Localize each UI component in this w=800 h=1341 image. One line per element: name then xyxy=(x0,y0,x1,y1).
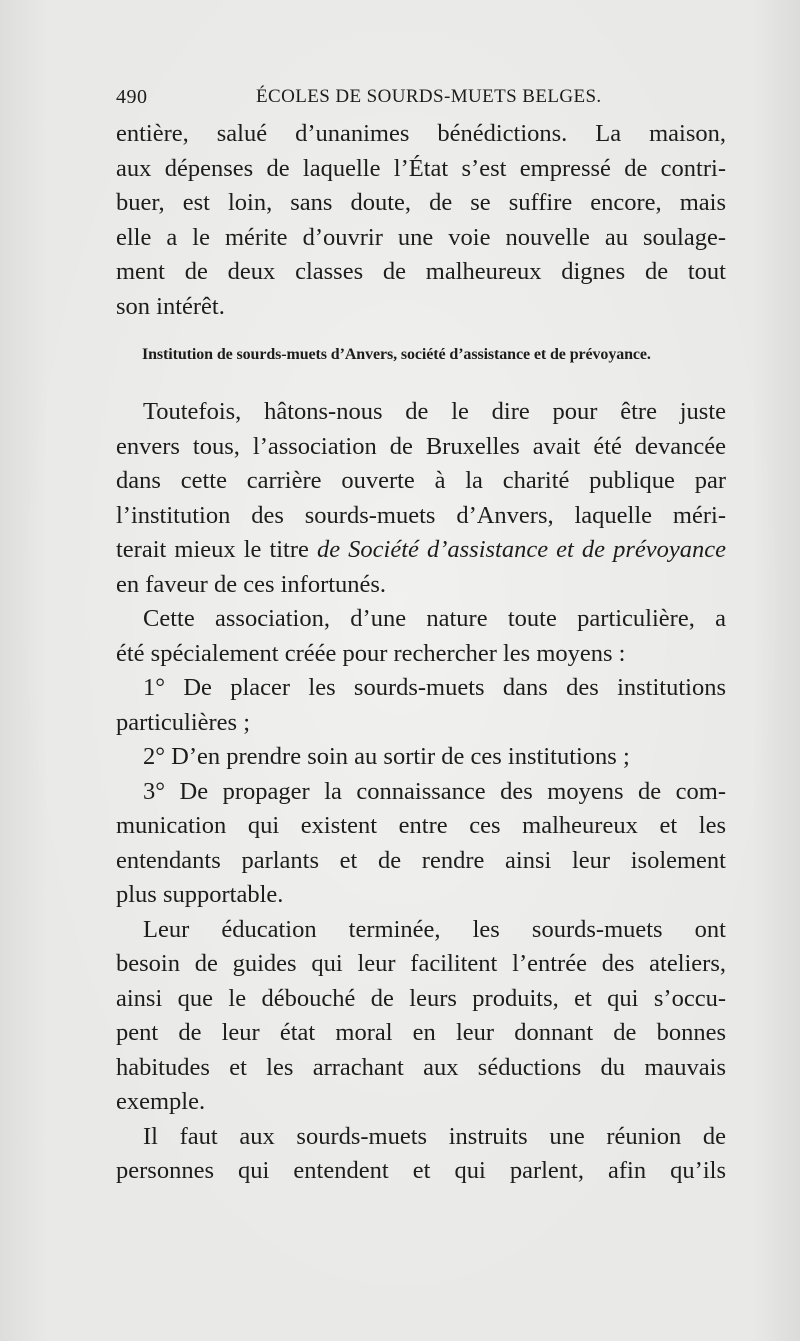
text-line: été spécialement créée pour rechercher les moyens : xyxy=(116,639,626,667)
list-item-1: 1° De placer les sourds-muets dans des institutions xyxy=(143,674,726,701)
list-item-2: 2° D’en prendre soin au sortir de ces institutions ; xyxy=(143,743,630,770)
section-body xyxy=(116,395,726,1189)
text-line: aux dépenses de laquelle l’État s’est empressé de contri- xyxy=(116,154,726,182)
text-line: pent de leur état moral en leur donnant de bonnes xyxy=(116,1019,726,1046)
page-number: 490 xyxy=(116,86,148,108)
text-line: plus supportable. xyxy=(116,881,284,908)
running-head xyxy=(116,86,726,114)
text-line: ment de deux classes de malheureux dignes de tout xyxy=(116,258,726,285)
running-head-title: ÉCOLES DE SOURDS-MUETS BELGES. xyxy=(256,86,602,107)
text-line: son intérêt. xyxy=(116,292,225,320)
text-line-with-italic xyxy=(116,533,726,568)
text-line: dans cette carrière ouverte à la charité publique par xyxy=(116,467,726,494)
text-line: habitudes et les arrachant aux séductions du mauvais xyxy=(116,1053,726,1081)
text-line: exemple. xyxy=(116,1088,206,1115)
text-line: particulières ; xyxy=(116,708,251,736)
text-line: Toutefois, hâtons-nous de le dire pour être juste xyxy=(143,398,726,425)
text-line: entière, salué d’unanimes bénédictions. La maison, xyxy=(116,120,726,147)
text-line: envers tous, l’association de Bruxelles avait été devancée xyxy=(116,432,726,460)
text-line: entendants parlants et de rendre ainsi leur isolement xyxy=(116,846,726,874)
text-span: terait mieux le titre xyxy=(116,536,317,563)
paragraph-continuation xyxy=(116,117,726,324)
text-line: elle a le mérite d’ouvrir une voie nouvelle au soulage- xyxy=(116,223,726,251)
text-line: besoin de guides qui leur facilitent l’entrée des ateliers, xyxy=(116,950,726,977)
text-line: l’institution des sourds-muets d’Anvers, laquelle méri- xyxy=(116,501,726,529)
list-item-3: 3° De propager la connaissance des moyens de com- xyxy=(143,777,726,805)
text-line: en faveur de ces infortunés. xyxy=(116,570,387,598)
section-heading: Institution de sourds-muets d’Anvers, société d’assistance et de prévoyance. xyxy=(142,346,651,363)
text-line: buer, est loin, sans doute, de se suffire encore, mais xyxy=(116,189,726,216)
text-line: Il faut aux sourds-muets instruits une réunion de xyxy=(143,1122,726,1150)
text-line: Cette association, d’une nature toute particulière, a xyxy=(143,605,726,632)
italic-title: de Société d’assistance et de prévoyance xyxy=(316,536,726,563)
text-line: personnes qui entendent et qui parlent, afin qu’ils xyxy=(116,1157,726,1184)
text-line: ainsi que le débouché de leurs produits, et qui s’occu- xyxy=(116,984,726,1012)
text-line: Leur éducation terminée, les sourds-muets ont xyxy=(143,915,726,943)
text-line: munication qui existent entre ces malheureux et les xyxy=(116,812,726,839)
